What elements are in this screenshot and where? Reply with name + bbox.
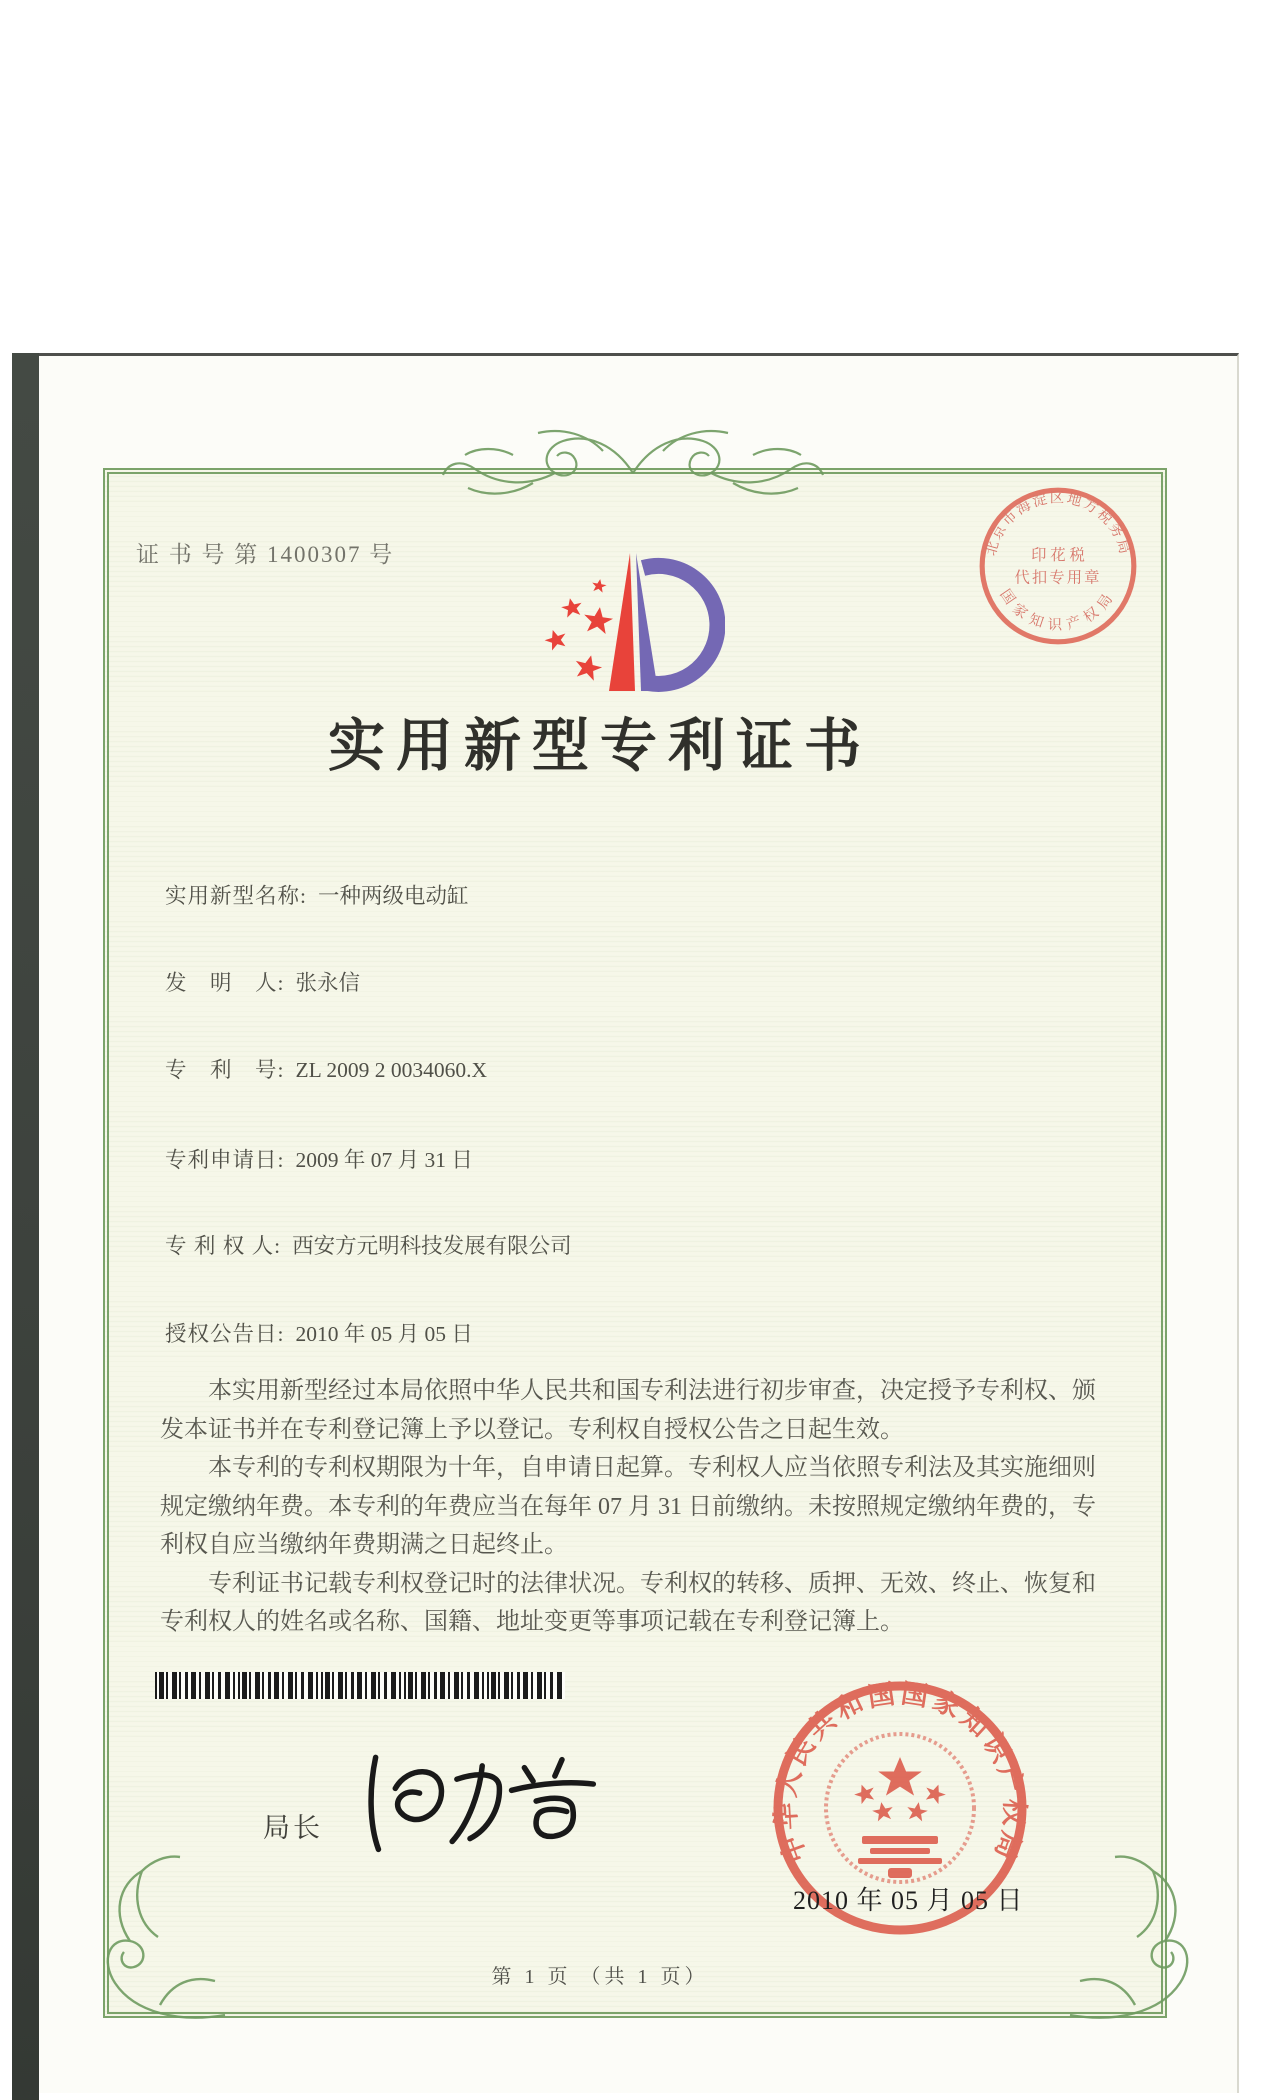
field-utility-model-name bbox=[165, 879, 469, 910]
field-value: 2009 年 07 月 31 日 bbox=[295, 1148, 473, 1172]
field-value: 西安方元明科技发展有限公司 bbox=[292, 1234, 572, 1258]
field-label: 实用新型名称 bbox=[165, 884, 301, 908]
national-emblem-icon bbox=[852, 1757, 948, 1878]
field-inventor bbox=[165, 966, 360, 997]
certificate-title: 实用新型专利证书 bbox=[328, 715, 872, 778]
legal-paragraph: 专利证书记载专利权登记时的法律状况。专利权的转移、质押、无效、终止、恢复和专利权人的姓名或名称、国籍、地址变更等事项记载在专利登记簿上。 bbox=[160, 1570, 1096, 1635]
field-label: 发 明 人 bbox=[165, 971, 278, 995]
field-label: 专利申请日 bbox=[165, 1148, 278, 1172]
tax-stamp-seal bbox=[976, 484, 1140, 648]
field-patentee bbox=[165, 1229, 572, 1260]
legal-paragraph: 本实用新型经过本局依照中华人民共和国专利法进行初步审查，决定授予专利权、颁发本证书并在专利登记簿上予以登记。专利权自授权公告之日起生效。 bbox=[160, 1378, 1096, 1443]
field-label: 专 利 权 人 bbox=[165, 1234, 275, 1258]
sipo-logo-icon bbox=[543, 548, 725, 698]
director-signature bbox=[350, 1740, 615, 1865]
field-colon: : bbox=[274, 1234, 281, 1258]
seal-arc-text: 中华人民共和国国家知识产权局 bbox=[770, 1678, 1030, 1867]
tax-seal-top-text: 北京市海淀区地方税务局 bbox=[983, 490, 1133, 558]
tax-seal-bottom-text: 国家知识产权局 bbox=[996, 586, 1120, 634]
legal-paragraph: 本专利的专利权期限为十年，自申请日起算。专利权人应当依照专利法及其实施细则规定缴纳年费。本专利的年费应当在每年 07 月 31 日前缴纳。未按照规定缴纳年费的，专利权自应当缴纳年费期满之日起终止。 bbox=[160, 1455, 1096, 1558]
field-patent-number bbox=[165, 1053, 487, 1084]
field-colon: : bbox=[277, 971, 284, 995]
tax-seal-center-line1: 印 花 税 bbox=[1031, 546, 1085, 564]
field-label: 授权公告日 bbox=[165, 1322, 278, 1346]
certificate-number: 证 书 号 第 1400307 号 bbox=[136, 542, 395, 567]
field-value: 2010 年 05 月 05 日 bbox=[295, 1322, 473, 1346]
tax-seal-center-line2: 代扣专用章 bbox=[1014, 569, 1102, 587]
field-colon: : bbox=[277, 1058, 284, 1082]
page-number: 第 1 页 （共 1 页） bbox=[491, 1966, 709, 1988]
barcode bbox=[155, 1672, 565, 1699]
director-title-label: 局长 bbox=[263, 1813, 323, 1843]
seal-date: 2010 年 05 月 05 日 bbox=[793, 1886, 1024, 1915]
field-grant-date bbox=[165, 1317, 473, 1348]
field-filing-date bbox=[165, 1143, 473, 1174]
field-label: 专 利 号 bbox=[165, 1058, 278, 1082]
field-value: 张永信 bbox=[295, 971, 361, 995]
field-colon: : bbox=[277, 1322, 284, 1346]
field-colon: : bbox=[300, 884, 306, 908]
field-value: 一种两级电动缸 bbox=[318, 884, 469, 908]
field-value: ZL 2009 2 0034060.X bbox=[295, 1058, 487, 1082]
field-colon: : bbox=[277, 1148, 284, 1172]
legal-text bbox=[160, 1372, 1108, 1642]
